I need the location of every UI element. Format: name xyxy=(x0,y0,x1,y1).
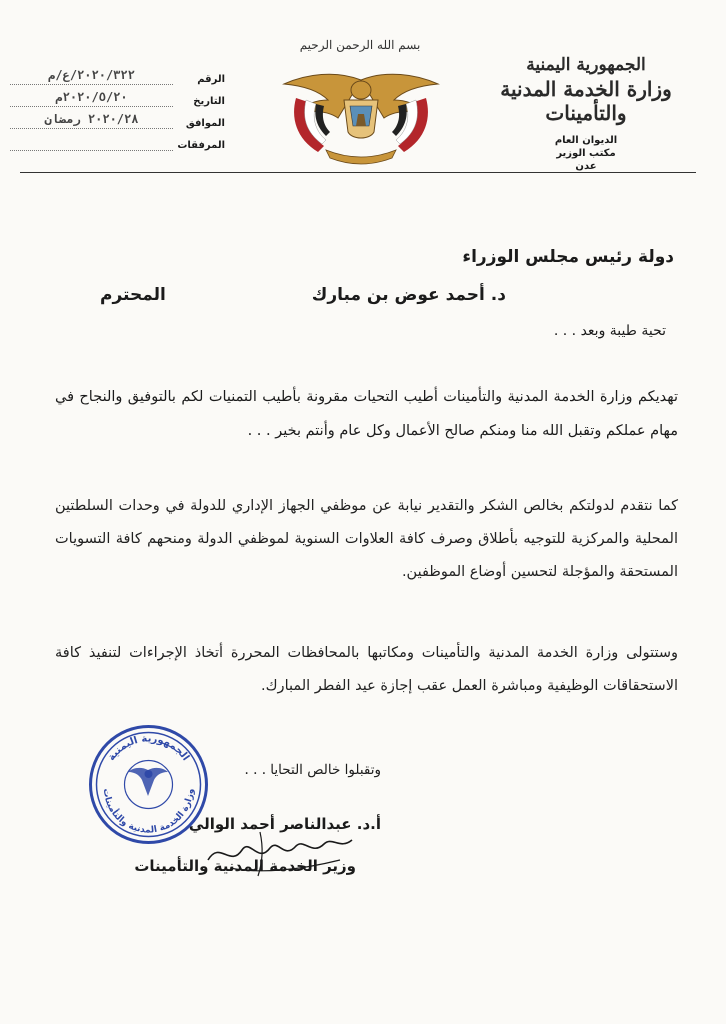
ref-corresponding-label: الموافق xyxy=(185,118,225,129)
ref-number-row xyxy=(10,63,225,85)
body-paragraph-1: تهديكم وزارة الخدمة المدنية والتأمينات أطيب التحيات مقرونة بأطيب التمنيات لكم بالتوفيق والنجاح في مهام عملكم وتقبل الله منا ومنكم صالح الأعمال وكل عام وأنتم بخير . . . xyxy=(55,389,678,439)
country-name: الجمهورية اليمنية xyxy=(526,55,646,75)
body-paragraph-2: كما نتقدم لدولتكم بخالص الشكر والتقدير نيابة عن موظفي الجهاز الإداري للدولة في وحدات السلطتين المحلية والمركزية للتوجيه بأطلاق وصرف كافة العلاوات السنوية لموظفي الدولة ومنحهم كافة التسويات المستحقة والمؤجلة لتحسين أوضاع الموظفين. xyxy=(55,498,678,580)
minister-office: مكتب الوزير xyxy=(556,148,616,159)
header-divider xyxy=(20,172,696,173)
body-paragraph-3: وستتولى وزارة الخدمة المدنية والتأمينات ومكاتبها بالمحافظات المحررة أتخاذ الإجراءات لتنفيذ كافة الاستحقاقات الوظيفية ومباشرة العمل عقب إجازة عيد الفطر المبارك. xyxy=(55,645,678,694)
closing-text: وتقبلوا خالص التحايا . . . xyxy=(244,762,381,778)
reference-fields xyxy=(10,63,225,151)
ref-attachments-value xyxy=(10,134,173,151)
basmala: بسم الله الرحمن الرحيم xyxy=(299,38,421,52)
ref-attachments-row xyxy=(10,129,225,151)
ref-number-value: ٢٠٢٠/٣٢٢/ع/م xyxy=(10,68,173,85)
ref-attachments-label: المرفقات xyxy=(177,140,225,151)
svg-text:الجمهورية اليمنية xyxy=(106,733,191,763)
ref-number-label: الرقم xyxy=(197,74,225,85)
ref-corresponding-value: ٢٠٢٠/٢٨ رمضان xyxy=(10,112,173,129)
addressee-title: دولة رئيس مجلس الوزراء xyxy=(462,247,674,267)
yemen-eagle-emblem-icon xyxy=(276,60,446,165)
addressee-honorific: المحترم xyxy=(100,285,166,305)
ref-date-value: ٢٠٢٠/٥/٢٠م xyxy=(10,90,173,107)
stamp-bottom-text: وزارة الخدمة المدنية والتأمينات xyxy=(100,787,197,836)
addressee-name: د. أحمد عوض بن مبارك xyxy=(311,285,506,305)
official-stamp-icon xyxy=(86,722,211,847)
signatory-title: وزير الخدمة المدنية والتأمينات xyxy=(134,857,356,875)
ministry-name: وزارة الخدمة المدنية والتأمينات xyxy=(500,77,672,125)
signatory-name: أ.د. عبدالناصر أحمد الوالي xyxy=(188,815,381,833)
office-name: الديوان العام xyxy=(554,135,618,146)
ref-date-label: التاريخ xyxy=(193,96,225,107)
svg-text:وزارة الخدمة المدنية والتأمينا xyxy=(101,788,196,836)
ref-date-row xyxy=(10,85,225,107)
greeting: تحية طيبة وبعد . . . xyxy=(553,323,666,339)
ref-corresponding-row xyxy=(10,107,225,129)
ministry-header xyxy=(476,55,696,172)
city-name: عدن xyxy=(575,161,597,172)
stamp-top-text: الجمهورية اليمنية xyxy=(106,733,192,763)
handwritten-signature-icon xyxy=(200,820,360,880)
